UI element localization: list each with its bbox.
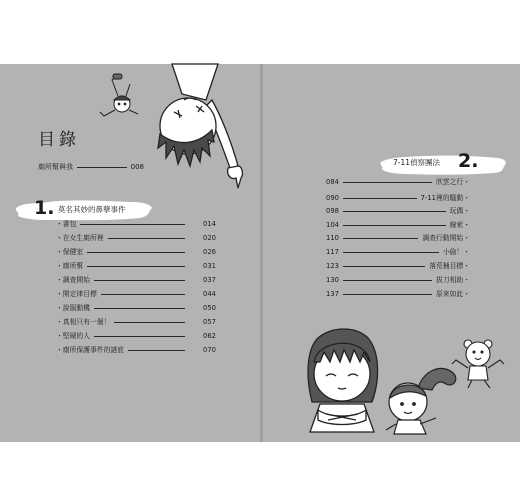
entry-label: 廁所幫與我: [38, 163, 73, 171]
entry-label: ・在女生廁所裡: [56, 234, 104, 242]
entry-label: ・開定律目標: [56, 290, 97, 298]
entry-label: ・真相只有一個！: [56, 318, 111, 326]
chapter-2-title[interactable]: 7-11偵察團法: [393, 158, 441, 167]
entry-page-number: 084: [326, 178, 339, 186]
entry-page-number: 090: [326, 194, 339, 202]
toc-entry[interactable]: [56, 261, 216, 271]
toc-entry[interactable]: [56, 331, 216, 341]
leader-line: [94, 336, 185, 337]
toc-entry[interactable]: [56, 317, 216, 327]
entry-label: 原來如此・: [436, 290, 470, 298]
entry-page-number: 014: [203, 220, 216, 228]
entry-label: ・說服動機: [56, 304, 90, 312]
entry-page-number: 037: [203, 276, 216, 284]
leader-line: [94, 308, 185, 309]
leader-line: [94, 280, 185, 281]
entry-label: 小偷！・: [442, 248, 470, 256]
leader-line: [343, 182, 432, 183]
toc-entry[interactable]: [56, 233, 216, 243]
chapter-2-number: 2.: [458, 150, 479, 172]
entry-label: 調查行動開始・: [422, 234, 470, 242]
leader-line: [114, 322, 185, 323]
entry-label: 玩偶・: [449, 207, 470, 215]
leader-line: [101, 294, 185, 295]
leader-line: [108, 238, 185, 239]
toc-entry[interactable]: [56, 219, 216, 229]
leader-line: [128, 350, 185, 351]
leader-line: [87, 266, 185, 267]
toc-entry[interactable]: [56, 247, 216, 257]
leader-line: [87, 252, 185, 253]
entry-page-number: 110: [326, 234, 339, 242]
leader-line: [343, 252, 439, 253]
entry-label: ・調查開始: [56, 276, 90, 284]
entry-label: 欣雲之行・: [436, 178, 470, 186]
leader-line: [77, 167, 127, 168]
entry-page-number: 044: [203, 290, 216, 298]
toc-entry[interactable]: [326, 289, 470, 299]
toc-entry[interactable]: [326, 193, 470, 203]
entry-page-number: 137: [326, 290, 339, 298]
entry-label: 7-11裡的騷動・: [420, 194, 470, 202]
toc-entry[interactable]: [326, 275, 470, 285]
entry-page-number: 008: [130, 163, 144, 171]
leader-line: [343, 294, 432, 295]
toc-title: 目錄: [38, 130, 80, 150]
entry-page-number: 098: [326, 207, 339, 215]
entry-page-number: 026: [203, 248, 216, 256]
entry-label: ・書包: [56, 220, 77, 228]
entry-page-number: 130: [326, 276, 339, 284]
leader-line: [343, 238, 418, 239]
toc-intro-entry[interactable]: [38, 162, 144, 172]
leader-line: [343, 198, 417, 199]
entry-label: ・廁所幫: [56, 262, 84, 270]
leader-line: [343, 225, 446, 226]
entry-page-number: 020: [203, 234, 216, 242]
chapter-1-title[interactable]: 莫名其妙的鼻孽事件: [58, 205, 126, 214]
entry-page-number: 070: [203, 346, 216, 354]
leader-line: [343, 280, 432, 281]
toc-entry[interactable]: [326, 247, 470, 257]
entry-label: ・廁所保護事件的謎底: [56, 346, 124, 354]
entry-page-number: 123: [326, 262, 339, 270]
toc-entry[interactable]: [326, 261, 470, 271]
entry-page-number: 050: [203, 304, 216, 312]
entry-label: 拔刀相助・: [436, 276, 470, 284]
toc-entry[interactable]: [326, 233, 470, 243]
toc-entry[interactable]: [326, 220, 470, 230]
entry-page-number: 031: [203, 262, 216, 270]
leader-line: [80, 224, 185, 225]
entry-label: 線索・: [449, 221, 470, 229]
leader-line: [343, 266, 425, 267]
entry-label: 落荒桶目標・: [429, 262, 470, 270]
entry-label: ・堅硬的人: [56, 332, 90, 340]
toc-entry[interactable]: [56, 303, 216, 313]
entry-page-number: 117: [326, 248, 339, 256]
entry-page-number: 104: [326, 221, 339, 229]
toc-entry[interactable]: [56, 345, 216, 355]
chapter-1-number: 1.: [34, 197, 55, 219]
leader-line: [343, 211, 446, 212]
toc-entry[interactable]: [326, 177, 470, 187]
entry-label: ・保健室: [56, 248, 84, 256]
toc-entry[interactable]: [326, 206, 470, 216]
toc-entry[interactable]: [56, 275, 216, 285]
book-spine: [260, 64, 263, 442]
entry-page-number: 062: [203, 332, 216, 340]
entry-page-number: 057: [203, 318, 216, 326]
toc-entry[interactable]: [56, 289, 216, 299]
